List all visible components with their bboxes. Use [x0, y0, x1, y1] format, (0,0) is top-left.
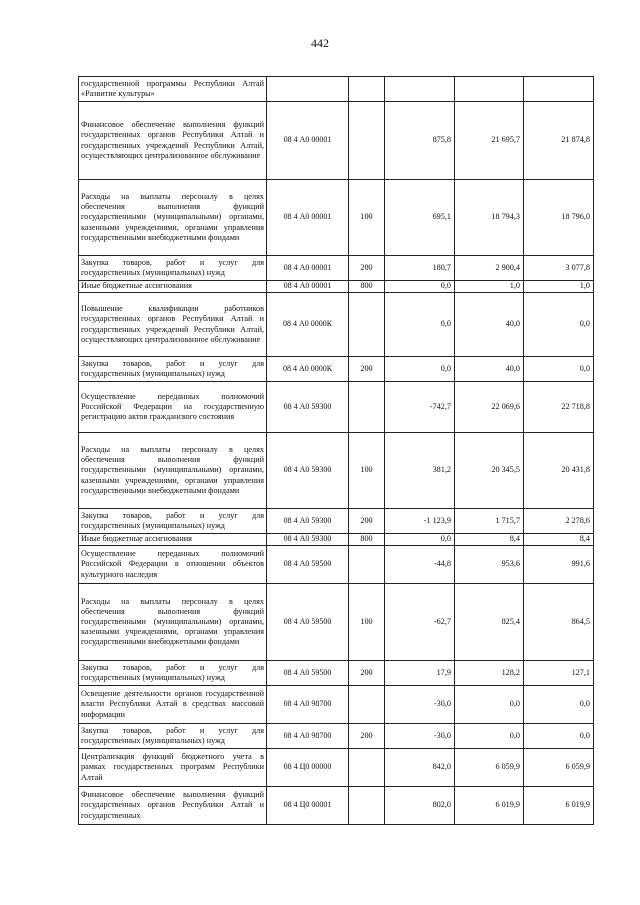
row-kind — [349, 546, 385, 584]
table-row — [79, 787, 594, 825]
row-kind — [349, 382, 385, 433]
row-value-3: 6 019,9 — [524, 787, 594, 825]
row-name: Закупка товаров, работ и услуг для государственных (муниципальных) нужд — [79, 357, 267, 382]
row-value-3: 20 431,8 — [524, 433, 594, 509]
table-row — [79, 661, 594, 686]
table-row — [79, 180, 594, 256]
table-row — [79, 102, 594, 180]
row-kind: 200 — [349, 509, 385, 534]
row-code: 08 4 А0 59500 — [267, 584, 349, 661]
row-value-2: 128,2 — [455, 661, 524, 686]
row-value-2: 6 059,9 — [455, 749, 524, 787]
row-kind — [349, 77, 385, 102]
row-code: 08 4 А0 00001 — [267, 180, 349, 256]
row-value-1: -1 123,9 — [385, 509, 455, 534]
row-code — [267, 77, 349, 102]
row-value-1: 802,0 — [385, 787, 455, 825]
row-value-1: 0,0 — [385, 293, 455, 357]
row-name: Закупка товаров, работ и услуг для государственных (муниципальных) нужд — [79, 256, 267, 281]
row-name: Иные бюджетные ассигнования — [79, 534, 267, 546]
row-value-1: -44,8 — [385, 546, 455, 584]
table-row — [79, 686, 594, 724]
row-code: 08 4 Ц0 00001 — [267, 787, 349, 825]
table-row — [79, 77, 594, 102]
row-value-3 — [524, 77, 594, 102]
row-value-3: 2 278,6 — [524, 509, 594, 534]
row-name: Централизация функций бюджетного учета в рамках государственных программ Республики Алтай — [79, 749, 267, 787]
row-value-3: 3 077,8 — [524, 256, 594, 281]
row-value-2: 953,6 — [455, 546, 524, 584]
row-value-1: 842,0 — [385, 749, 455, 787]
row-value-2 — [455, 77, 524, 102]
row-value-3: 8,4 — [524, 534, 594, 546]
row-value-3: 6 059,9 — [524, 749, 594, 787]
row-kind: 200 — [349, 357, 385, 382]
table-row — [79, 584, 594, 661]
row-name: Закупка товаров, работ и услуг для государственных (муниципальных) нужд — [79, 509, 267, 534]
row-value-1: 17,9 — [385, 661, 455, 686]
row-value-2: 21 695,7 — [455, 102, 524, 180]
row-value-2: 0,0 — [455, 724, 524, 749]
row-kind: 800 — [349, 281, 385, 293]
row-value-1: -30,0 — [385, 686, 455, 724]
table-row — [79, 724, 594, 749]
table-row — [79, 256, 594, 281]
table-row — [79, 433, 594, 509]
table-row — [79, 509, 594, 534]
row-value-2: 20 345,5 — [455, 433, 524, 509]
row-value-2: 40,0 — [455, 357, 524, 382]
row-name: Расходы на выплаты персоналу в целях обеспечения выполнения функций государственными (муниципальными) органами, казенными учреждениями, органами управления государственными внебюджетными фондами — [79, 584, 267, 661]
table-row — [79, 281, 594, 293]
table-row — [79, 534, 594, 546]
row-code: 08 4 А0 59300 — [267, 509, 349, 534]
table-row — [79, 749, 594, 787]
row-value-2: 18 794,3 — [455, 180, 524, 256]
row-kind: 200 — [349, 724, 385, 749]
row-value-3: 0,0 — [524, 357, 594, 382]
row-kind — [349, 102, 385, 180]
row-value-3: 1,0 — [524, 281, 594, 293]
row-name: Финансовое обеспечение выполнения функций государственных органов Республики Алтай и государственных — [79, 787, 267, 825]
row-value-3: 864,5 — [524, 584, 594, 661]
row-kind: 100 — [349, 584, 385, 661]
row-kind — [349, 749, 385, 787]
row-value-3: 0,0 — [524, 724, 594, 749]
row-kind — [349, 293, 385, 357]
row-value-3: 127,1 — [524, 661, 594, 686]
row-kind — [349, 787, 385, 825]
row-value-3: 991,6 — [524, 546, 594, 584]
row-name: Повышение квалификации работников государственных органов Республики Алтай и государственных учреждений Республики Алтай, осуществляющих централизованное обслуживание — [79, 293, 267, 357]
row-name: Осуществление переданных полномочий Российской Федерации на государственную регистрацию актов гражданского состояния — [79, 382, 267, 433]
table-row — [79, 357, 594, 382]
row-code: 08 4 А0 59300 — [267, 534, 349, 546]
row-value-1: 180,7 — [385, 256, 455, 281]
row-value-1: 0,0 — [385, 281, 455, 293]
row-code: 08 4 А0 98700 — [267, 686, 349, 724]
row-value-2: 825,4 — [455, 584, 524, 661]
row-kind — [349, 686, 385, 724]
row-name: Закупка товаров, работ и услуг для государственных (муниципальных) нужд — [79, 661, 267, 686]
row-code: 08 4 А0 0000К — [267, 293, 349, 357]
row-value-3: 21 874,8 — [524, 102, 594, 180]
row-code: 08 4 А0 00001 — [267, 281, 349, 293]
row-value-2: 0,0 — [455, 686, 524, 724]
row-value-3: 22 718,8 — [524, 382, 594, 433]
table-row — [79, 546, 594, 584]
row-value-1: -742,7 — [385, 382, 455, 433]
row-code: 08 4 А0 00001 — [267, 102, 349, 180]
row-kind: 100 — [349, 180, 385, 256]
row-name: Осуществление переданных полномочий Российской Федерации в отношении объектов культурного наследия — [79, 546, 267, 584]
row-value-3: 18 796,0 — [524, 180, 594, 256]
row-value-2: 8,4 — [455, 534, 524, 546]
row-value-2: 22 069,6 — [455, 382, 524, 433]
row-kind: 200 — [349, 661, 385, 686]
row-name: Расходы на выплаты персоналу в целях обеспечения выполнения функций государственными (муниципальными) органами, казенными учреждениями, органами управления государственными внебюджетными фондами — [79, 180, 267, 256]
row-code: 08 4 А0 59500 — [267, 661, 349, 686]
row-name: Закупка товаров, работ и услуг для государственных (муниципальных) нужд — [79, 724, 267, 749]
row-name: Финансовое обеспечение выполнения функций государственных органов Республики Алтай и государственных учреждений Республики Алтай, осуществляющих централизованное обслуживание — [79, 102, 267, 180]
row-code: 08 4 А0 98700 — [267, 724, 349, 749]
row-value-2: 6 019,9 — [455, 787, 524, 825]
row-value-3: 0,0 — [524, 686, 594, 724]
row-value-2: 1 715,7 — [455, 509, 524, 534]
row-value-2: 2 900,4 — [455, 256, 524, 281]
row-value-1: 0,0 — [385, 357, 455, 382]
row-code: 08 4 А0 00001 — [267, 256, 349, 281]
row-name: государственной программы Республики Алтай «Развитие культуры» — [79, 77, 267, 102]
page-number: 442 — [311, 36, 329, 50]
row-name: Освещение деятельности органов государственной власти Республики Алтай в средствах массовой информации — [79, 686, 267, 724]
row-kind: 800 — [349, 534, 385, 546]
row-kind: 200 — [349, 256, 385, 281]
row-code: 08 4 Ц0 00000 — [267, 749, 349, 787]
table-row — [79, 382, 594, 433]
row-kind: 100 — [349, 433, 385, 509]
budget-table — [78, 76, 594, 825]
row-code: 08 4 А0 59300 — [267, 433, 349, 509]
row-code: 08 4 А0 0000К — [267, 357, 349, 382]
row-value-2: 40,0 — [455, 293, 524, 357]
row-code: 08 4 А0 59500 — [267, 546, 349, 584]
row-value-1: 695,1 — [385, 180, 455, 256]
row-code: 08 4 А0 59300 — [267, 382, 349, 433]
row-value-1: 0,0 — [385, 534, 455, 546]
row-name: Иные бюджетные ассигнования — [79, 281, 267, 293]
row-value-1 — [385, 77, 455, 102]
row-value-3: 0,0 — [524, 293, 594, 357]
row-value-1: 381,2 — [385, 433, 455, 509]
row-value-1: -62,7 — [385, 584, 455, 661]
row-value-1: -30,0 — [385, 724, 455, 749]
table-row — [79, 293, 594, 357]
row-name: Расходы на выплаты персоналу в целях обеспечения выполнения функций государственными (муниципальными) органами, казенными учреждениями, органами управления государственными внебюджетными фондами — [79, 433, 267, 509]
row-value-2: 1,0 — [455, 281, 524, 293]
row-value-1: 875,8 — [385, 102, 455, 180]
